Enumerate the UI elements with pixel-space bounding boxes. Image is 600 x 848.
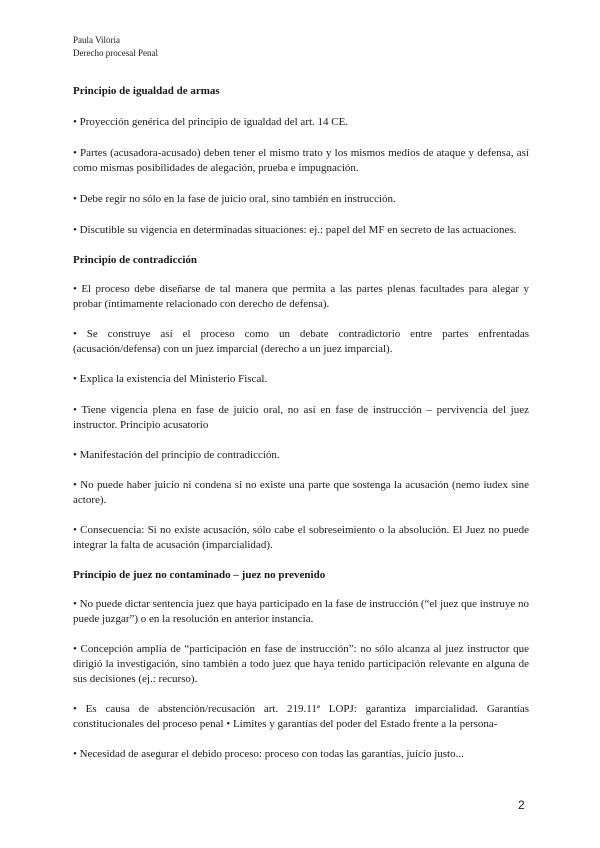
bullet-paragraph: • Es causa de abstención/recusación art. 219.11ª LOPJ: garantiza imparcialidad. Garantías constitucionales del proceso penal • Límites y garantías del poder del Estado frente a la persona-: [73, 703, 529, 730]
section-heading: Principio de juez no contaminado – juez no prevenido: [73, 569, 326, 581]
bullet-paragraph: • Consecuencia: Si no existe acusación, sólo cabe el sobreseimiento o la absolución. El Juez no puede integrar la falta de acusación (imparcialidad).: [73, 524, 529, 551]
bullet-paragraph: • Proyección genérica del principio de igualdad del art. 14 CE.: [73, 116, 349, 128]
bullet-paragraph: • El proceso debe diseñarse de tal manera que permita a las partes plenas facultades para alegar y probar (íntimamente relacionado con derecho de defensa).: [73, 283, 529, 310]
bullet-paragraph: • Manifestación del principio de contradicción.: [73, 449, 280, 461]
bullet-paragraph: • Debe regir no sólo en la fase de juicio oral, sino también en instrucción.: [73, 193, 396, 205]
bullet-paragraph: • No puede dictar sentencia juez que haya participado en la fase de instrucción (“el juez que instruye no puede juzgar”) o en la resolución en anterior instancia.: [73, 598, 529, 625]
bullet-paragraph: • Partes (acusadora-acusado) deben tener el mismo trato y los mismos medios de ataque y defensa, así como mismas posibilidades de alegación, prueba e impugnación.: [73, 147, 529, 174]
page-header: [73, 34, 158, 60]
section-heading: Principio de igualdad de armas: [73, 85, 220, 97]
bullet-paragraph: • Concepción amplia de “participación en fase de instrucción”: no sólo alcanza al juez instructor que dirigió la investigación, sino también a todo juez que haya tenido participación relevante en alguna de sus decisiones (ej.: recurso).: [73, 643, 529, 685]
bullet-paragraph: • Necesidad de asegurar el debido proceso: proceso con todas las garantías, juicio justo...: [73, 748, 464, 760]
bullet-paragraph: • Explica la existencia del Ministerio Fiscal.: [73, 373, 268, 385]
bullet-paragraph: • Discutible su vigencia en determinadas situaciones: ej.: papel del MF en secreto de las actuaciones.: [73, 224, 517, 236]
document-body: [73, 84, 529, 762]
author-name: Paula Viloria: [73, 35, 121, 45]
bullet-paragraph: • Se construye así el proceso como un debate contradictorio entre partes enfrentadas (acusación/defensa) con un juez imparcial (derecho a un juez imparcial).: [73, 328, 529, 355]
bullet-paragraph: • Tiene vigencia plena en fase de juicio oral, no así en fase de instrucción – pervivencia del juez instructor. Principio acusatorio: [73, 404, 529, 431]
bullet-paragraph: • No puede haber juicio ni condena si no existe una parte que sostenga la acusación (nemo iudex sine actore).: [73, 479, 529, 506]
section-heading: Principio de contradicción: [73, 254, 198, 266]
page-number: 2: [518, 798, 525, 812]
subject-name: Derecho procesal Penal: [73, 48, 158, 58]
